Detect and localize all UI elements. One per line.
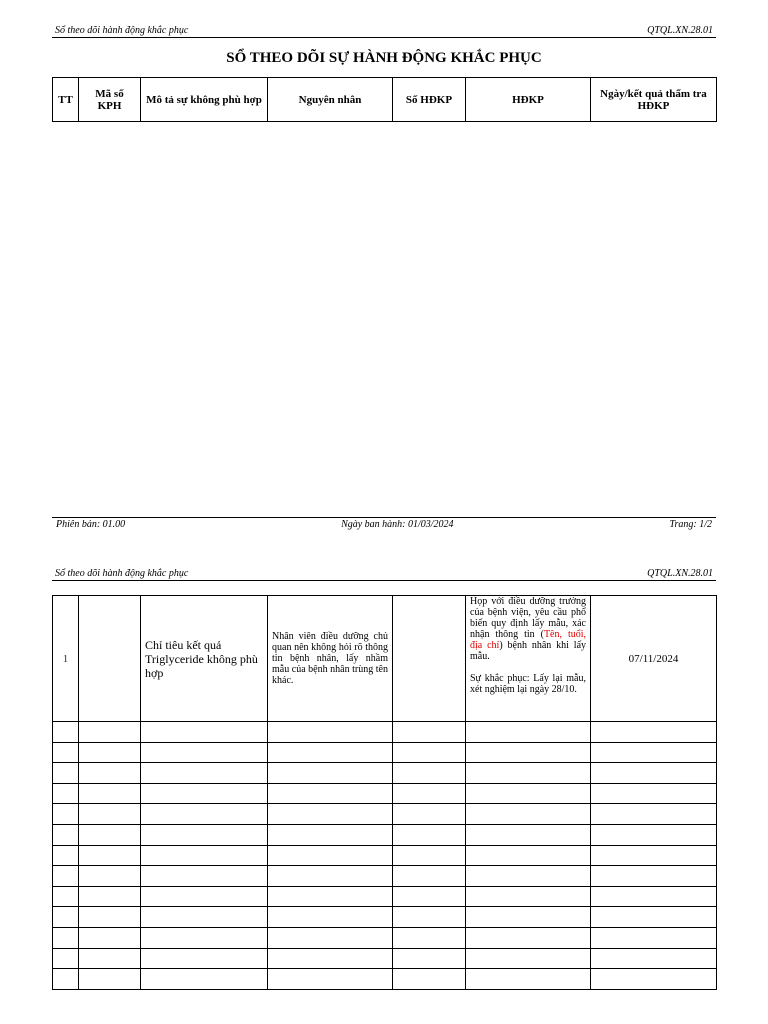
table-cell [53,948,79,969]
table-cell [393,845,466,866]
table-cell [53,763,79,784]
table-row [53,948,717,969]
col-mo-ta: Mô tả sự không phù hợp [141,78,268,122]
page2-header [52,567,716,581]
table-cell [141,763,268,784]
table-row [53,927,717,948]
table-cell [466,927,591,948]
table-cell [141,742,268,763]
table-cell [591,742,717,763]
table-row [53,763,717,784]
table-row [53,722,717,743]
table-cell [268,824,393,845]
table-cell [79,783,141,804]
table-cell [466,763,591,784]
table-cell [53,783,79,804]
table-cell [53,927,79,948]
table-row [53,969,717,990]
table-cell [393,886,466,907]
table-cell [591,948,717,969]
col-nguyen-nhan: Nguyên nhân [268,78,393,122]
table-cell [79,824,141,845]
table-cell [53,722,79,743]
page2-header-right: QTQL.XN.28.01 [647,568,713,579]
table-cell [591,907,717,928]
table-cell [79,907,141,928]
table-cell [466,907,591,928]
page2-header-left: Sổ theo dõi hành động khắc phục [55,568,189,579]
table-cell [466,804,591,825]
footer-issue-date: Ngày ban hành: 01/03/2024 [341,519,454,530]
row-so-hdkp [393,596,466,722]
table-cell [268,742,393,763]
table-cell [268,907,393,928]
table-cell [79,763,141,784]
page1-footer [52,517,716,531]
table-cell [268,763,393,784]
column-header-row [53,78,717,122]
col-ma-so-line1: Mã số [95,87,124,100]
table-cell [393,722,466,743]
table-cell [79,722,141,743]
table-cell [591,969,717,990]
table-row [53,596,717,722]
table-row [53,845,717,866]
table-row [53,886,717,907]
col-so-hdkp: Số HĐKP [393,78,466,122]
table-cell [141,907,268,928]
table-cell [268,927,393,948]
table-cell [393,763,466,784]
table-row [53,742,717,763]
table-cell [141,783,268,804]
table-row [53,907,717,928]
table-cell [393,824,466,845]
table-cell [591,783,717,804]
table-cell [79,886,141,907]
table-cell [141,845,268,866]
table-cell [466,783,591,804]
page1-header-right: QTQL.XN.28.01 [647,25,713,36]
table-cell [141,866,268,887]
table-cell [268,948,393,969]
table-cell [591,927,717,948]
table-cell [393,969,466,990]
table-cell [393,804,466,825]
page1-header-left: Sổ theo dõi hành động khắc phục [55,25,189,36]
table-cell [466,824,591,845]
record-table [52,595,717,990]
col-ma-so-line2: KPH [97,99,122,112]
table-cell [393,948,466,969]
row-ngay: 07/11/2024 [591,596,717,722]
hdkp-text-part2: ) bệnh nhân khi lấy mẫu. [470,640,587,662]
hdkp-text-part1: Họp với điều dưỡng trưởng của bệnh viện, yêu cầu phổ biến quy định lấy mẫu, xác nhận thông tin ( [470,596,586,640]
table-row [53,783,717,804]
table-cell [393,927,466,948]
table-cell [79,969,141,990]
document-title: SỔ THEO DÕI SỰ HÀNH ĐỘNG KHẮC PHỤC [226,50,542,66]
table-cell [141,948,268,969]
table-cell [141,886,268,907]
row-mo-ta: Chỉ tiêu kết quả Triglyceride không phù hợp [141,596,268,722]
table-cell [591,804,717,825]
table-row [53,804,717,825]
table-cell [268,804,393,825]
table-cell [466,742,591,763]
table-cell [53,886,79,907]
table-cell [53,824,79,845]
table-cell [268,886,393,907]
table-cell [393,907,466,928]
table-cell [79,866,141,887]
table-cell [141,824,268,845]
footer-page-number: Trang: 1/2 [669,519,712,530]
row-ma-so [79,596,141,722]
header-table [52,77,717,122]
footer-version: Phiên bản: 01.00 [56,519,126,530]
table-cell [466,866,591,887]
table-cell [591,845,717,866]
hdkp-text-part3: Sự khắc phục: Lấy lại mẫu, xét nghiệm lại ngày 28/10. [470,673,586,695]
table-cell [79,742,141,763]
table-cell [393,742,466,763]
table-cell [268,722,393,743]
table-cell [466,886,591,907]
table-cell [591,866,717,887]
table-cell [141,927,268,948]
hdkp-highlight: Tên, tuổi, địa chỉ [470,629,587,651]
table-cell [79,948,141,969]
table-cell [53,866,79,887]
table-cell [466,845,591,866]
table-cell [268,866,393,887]
col-ma-so [79,78,141,122]
row-hdkp [466,596,591,722]
table-cell [79,845,141,866]
row-tt: 1 [53,596,79,722]
col-tt: TT [53,78,79,122]
page1-header [52,24,716,38]
table-cell [53,742,79,763]
table-cell [466,948,591,969]
table-cell [79,804,141,825]
row-nguyen-nhan: Nhân viên điều dưỡng chủ quan nên không hỏi rõ thông tin bệnh nhân, lấy nhầm mẫu của bệnh nhân trùng tên khác. [268,596,393,722]
table-cell [268,845,393,866]
table-cell [393,783,466,804]
table-cell [591,824,717,845]
col-ngay-line2: HĐKP [637,99,670,112]
table-cell [141,804,268,825]
table-cell [591,886,717,907]
col-hdkp: HĐKP [466,78,591,122]
table-cell [268,969,393,990]
table-cell [53,845,79,866]
table-cell [268,783,393,804]
table-cell [53,969,79,990]
table-cell [591,722,717,743]
table-cell [79,927,141,948]
table-cell [141,722,268,743]
table-cell [141,969,268,990]
table-cell [53,907,79,928]
col-ngay-line1: Ngày/kết quả thẩm tra [600,87,707,100]
table-cell [53,804,79,825]
table-cell [591,763,717,784]
table-cell [466,722,591,743]
table-row [53,824,717,845]
table-row [53,866,717,887]
table-cell [466,969,591,990]
col-ngay [591,78,717,122]
table-cell [393,866,466,887]
